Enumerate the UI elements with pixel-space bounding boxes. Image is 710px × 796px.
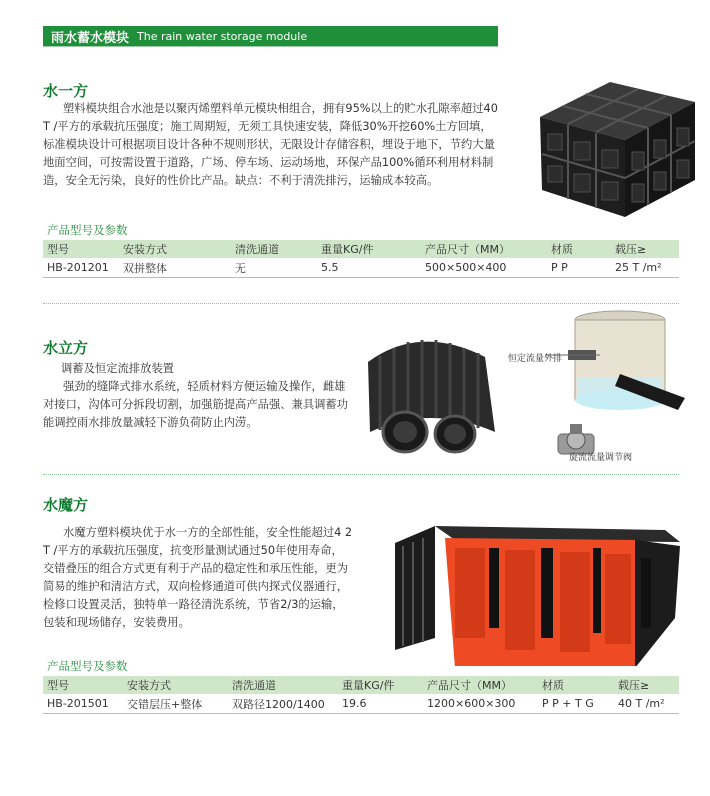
col-model: 型号 bbox=[43, 240, 119, 258]
section1-paragraph: 塑料模块组合水池是以聚丙烯塑料单元模块相组合，拥有95%以上的贮水孔隙率超过40 T /平方的承载抗压强度；施工周期短，无须工具快速安装，降低30%开挖60%土方回填，标准模块设计可根据项目设计各种不规则形状，无限设计存储容积，埋设于地下，节约大量地面空间，可按需设置于道路，广场、停车场、运动场地，环保产品100%循环利用材料制造，安全无污染，良好的性价比产品。缺点：不利于清洗排污，运输成本较高。 bbox=[43, 102, 498, 187]
col-cleaning: 清洗通道 bbox=[228, 676, 338, 694]
cell-cleaning: 无 bbox=[231, 258, 317, 278]
module-header-bar bbox=[43, 26, 498, 46]
col-weight: 重量KG/件 bbox=[317, 240, 421, 258]
section-divider bbox=[43, 303, 679, 304]
manhole-flow-control-image bbox=[560, 308, 690, 418]
crossed-module-array-image bbox=[395, 518, 685, 666]
storage-module-cube-image bbox=[530, 72, 700, 222]
drainage-pipe-image bbox=[360, 322, 505, 462]
section1-spec-title: 产品型号及参数 bbox=[47, 223, 128, 237]
header-underline bbox=[43, 46, 498, 47]
section3-spec-title: 产品型号及参数 bbox=[47, 659, 128, 673]
cell-size: 1200×600×300 bbox=[423, 694, 538, 714]
col-cleaning: 清洗通道 bbox=[231, 240, 317, 258]
section1-body bbox=[43, 100, 498, 190]
cell-install: 双拼整体 bbox=[119, 258, 231, 278]
col-weight: 重量KG/件 bbox=[338, 676, 423, 694]
col-load: 载压≥ bbox=[614, 676, 679, 694]
section2-subtitle: 调蓄及恒定流排放装置 bbox=[61, 362, 174, 375]
table-row bbox=[43, 694, 679, 714]
col-model: 型号 bbox=[43, 676, 123, 694]
col-load: 载压≥ bbox=[611, 240, 679, 258]
section2-paragraph: 强劲的缝降式排水系统，轻质材料方便运输及操作，雌雄对接口，沟体可分拆段切割，加强筋提高产品强、兼具调蓄功能调控雨水排放量减轻下游负荷防止内涝。 bbox=[43, 380, 349, 429]
section3-body bbox=[43, 524, 353, 632]
cell-load: 25 T /m² bbox=[611, 258, 679, 278]
section2-title: 水立方 bbox=[43, 339, 89, 357]
col-size: 产品尺寸（MM） bbox=[421, 240, 547, 258]
col-install: 安装方式 bbox=[119, 240, 231, 258]
section3-spec-table bbox=[43, 676, 679, 714]
table-header-row bbox=[43, 676, 679, 694]
col-material: 材质 bbox=[547, 240, 611, 258]
cell-model: HB-201201 bbox=[43, 258, 119, 278]
callout-vortex-valve: 旋流流量调节阀 bbox=[569, 453, 633, 463]
callout-constant-flow: 恒定流量外排 bbox=[508, 354, 563, 364]
table-row bbox=[43, 258, 679, 278]
section3-title: 水魔方 bbox=[43, 496, 89, 514]
section1-spec-table bbox=[43, 240, 679, 278]
cell-material: P P bbox=[547, 258, 611, 278]
section1-title: 水一方 bbox=[43, 82, 89, 100]
cell-size: 500×500×400 bbox=[421, 258, 547, 278]
section2-body bbox=[43, 378, 353, 432]
col-size: 产品尺寸（MM） bbox=[423, 676, 538, 694]
cell-weight: 5.5 bbox=[317, 258, 421, 278]
section-divider bbox=[43, 474, 679, 475]
col-install: 安装方式 bbox=[123, 676, 228, 694]
cell-install: 交错层压+整体 bbox=[123, 694, 228, 714]
table-header-row bbox=[43, 240, 679, 258]
cell-material: P P + T G bbox=[538, 694, 614, 714]
header-title-en: The rain water storage module bbox=[137, 29, 308, 43]
cell-weight: 19.6 bbox=[338, 694, 423, 714]
section3-paragraph: 水魔方塑料模块优于水一方的全部性能，安全性能超过4 2 T /平方的承载抗压强度，抗变形量测试通过50年使用寿命，交错叠压的组合方式更有利于产品的稳定性和承压性能，更为简易的维护和清洁方式，双向检修通道可供内探式仪器通行，检修口设置灵活，独特单一路径清洗系统，节省2/3的运输，包装和现场储存，安装费用。 bbox=[43, 526, 353, 629]
header-title-cn: 雨水蓄水模块 bbox=[51, 30, 130, 46]
cell-model: HB-201501 bbox=[43, 694, 123, 714]
cell-load: 40 T /m² bbox=[614, 694, 679, 714]
cell-cleaning: 双路径1200/1400 bbox=[228, 694, 338, 714]
col-material: 材质 bbox=[538, 676, 614, 694]
